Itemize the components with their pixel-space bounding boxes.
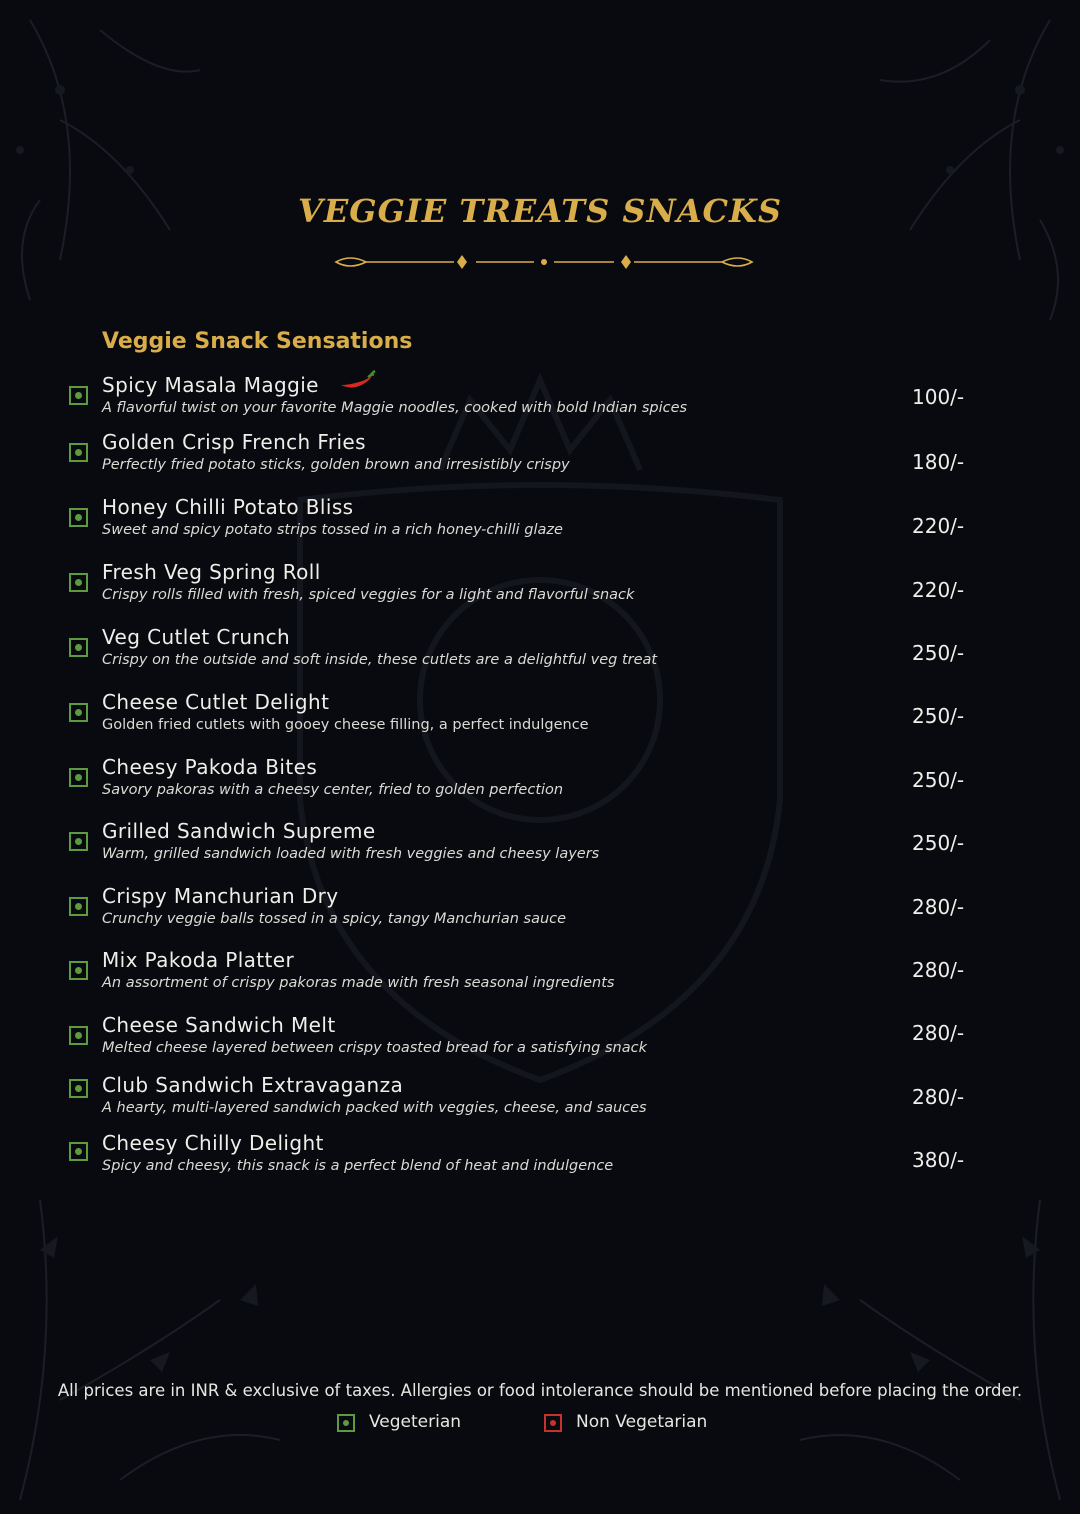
item-price: 250/- [912,704,965,728]
menu-item [0,1073,1080,1133]
veg-mark-icon [69,638,88,657]
item-price: 250/- [912,641,965,665]
item-price: 180/- [912,450,965,474]
item-name: Cheesy Pakoda Bites [102,755,318,779]
item-name: Cheese Sandwich Melt [102,1013,336,1037]
menu-item [0,430,1080,490]
item-description: Spicy and cheesy, this snack is a perfect blend of heat and indulgence [102,1158,614,1174]
veg-mark-icon [69,508,88,527]
menu-item [0,373,1080,433]
veg-mark-icon [69,443,88,462]
menu-item [0,625,1080,685]
item-description: Savory pakoras with a cheesy center, fried to golden perfection [102,782,564,798]
menu-title: VEGGIE TREATS SNACKS [298,192,782,230]
item-name: Club Sandwich Extravaganza [102,1073,404,1097]
item-price: 280/- [912,958,965,982]
item-name: Veg Cutlet Crunch [102,625,291,649]
item-description: Sweet and spicy potato strips tossed in a rich honey-chilli glaze [102,522,563,538]
item-description: Golden fried cutlets with gooey cheese filling, a perfect indulgence [102,717,589,733]
item-description: Melted cheese layered between crispy toasted bread for a satisfying snack [102,1040,647,1056]
menu-item [0,948,1080,1008]
item-price: 280/- [912,1021,965,1045]
menu-item [0,1013,1080,1073]
item-name: Cheese Cutlet Delight [102,690,330,714]
item-name: Crispy Manchurian Dry [102,884,339,908]
item-description: An assortment of crispy pakoras made with fresh seasonal ingredients [102,975,615,991]
veg-mark-icon [69,386,88,405]
veg-mark-icon [69,1026,88,1045]
menu-item [0,884,1080,944]
veg-mark-icon [69,832,88,851]
item-name: Spicy Masala Maggie [102,373,319,397]
footer-note: All prices are in INR & exclusive of taxes. Allergies or food intolerance should be mentioned before placing the order. [57,1381,1023,1400]
item-name: Mix Pakoda Platter [102,948,295,972]
section-title: Veggie Snack Sensations [102,329,413,354]
menu-item [0,755,1080,815]
menu-item [0,560,1080,620]
item-price: 220/- [912,514,965,538]
item-description: A flavorful twist on your favorite Maggie noodles, cooked with bold Indian spices [102,400,688,416]
menu-item [0,819,1080,879]
veg-mark-icon [69,897,88,916]
item-description: Perfectly fried potato sticks, golden brown and irresistibly crispy [102,457,570,473]
item-price: 380/- [912,1148,965,1172]
item-price: 220/- [912,578,965,602]
veg-mark-icon [337,1414,355,1432]
item-name: Cheesy Chilly Delight [102,1131,324,1155]
item-price: 250/- [912,831,965,855]
veg-mark-icon [69,1142,88,1161]
legend-label: Non Vegetarian [576,1412,708,1432]
nonveg-mark-icon [544,1414,562,1432]
veg-mark-icon [69,768,88,787]
menu-item [0,495,1080,555]
menu-item [0,1131,1080,1191]
item-price: 250/- [912,768,965,792]
veg-mark-icon [69,961,88,980]
veg-mark-icon [69,573,88,592]
item-description: Crispy rolls filled with fresh, spiced veggies for a light and flavorful snack [102,587,635,603]
item-price: 280/- [912,895,965,919]
item-description: Warm, grilled sandwich loaded with fresh veggies and cheesy layers [102,846,600,862]
item-description: Crunchy veggie balls tossed in a spicy, tangy Manchurian sauce [102,911,567,927]
item-name: Grilled Sandwich Supreme [102,819,376,843]
veg-mark-icon [69,1079,88,1098]
item-name: Golden Crisp French Fries [102,430,366,454]
veg-mark-icon [69,703,88,722]
item-name: Fresh Veg Spring Roll [102,560,321,584]
chili-pepper-icon [339,369,377,393]
legend-label: Vegeterian [369,1412,462,1432]
ornamental-divider [334,250,754,274]
item-price: 280/- [912,1085,965,1109]
item-description: A hearty, multi-layered sandwich packed with veggies, cheese, and sauces [102,1100,647,1116]
menu-item [0,690,1080,750]
item-description: Crispy on the outside and soft inside, these cutlets are a delightful veg treat [102,652,658,668]
item-name: Honey Chilli Potato Bliss [102,495,354,519]
item-price: 100/- [912,385,965,409]
